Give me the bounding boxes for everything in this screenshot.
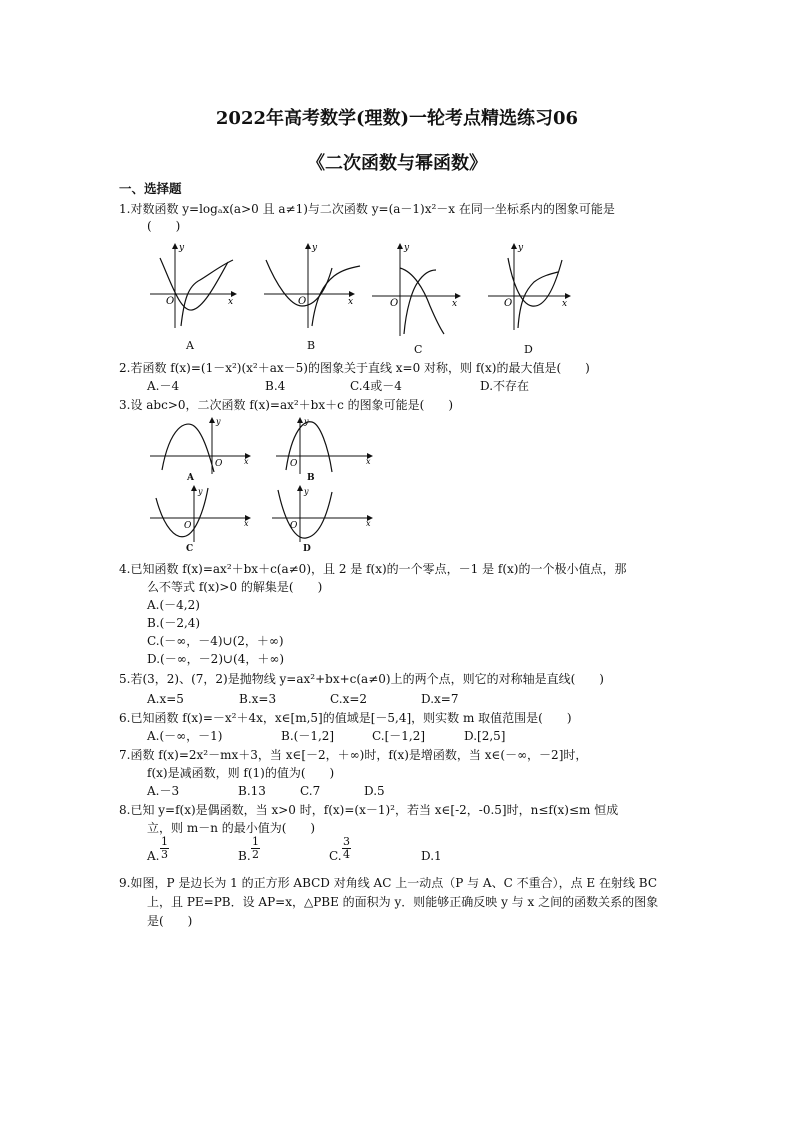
q5-option-b: B.x=3 (239, 692, 277, 706)
q3-graph-c (150, 484, 260, 544)
q6-option-b: B.(－1,2] (281, 729, 335, 743)
q8-stem-line2: 立，则 m－n 的最小值为( ) (147, 821, 316, 835)
q9-stem-line3: 是( ) (147, 914, 193, 928)
q1-graph-c (370, 240, 470, 340)
q1c-origin-label: O (390, 298, 399, 309)
q4-option-a: A.(－4,2) (147, 598, 200, 612)
q6-stem: 6.已知函数 f(x)=－x²＋4x，x∈[m,5]的值域是[－5,4]，则实数 m 取值范围是( ) (119, 711, 572, 725)
q3d-x-label: x (366, 519, 371, 528)
q3c-y-label: y (198, 487, 203, 496)
q8a-numerator: 1 (161, 835, 168, 848)
q7-stem-line2: f(x)是减函数，则 f(1)的值为( ) (147, 766, 335, 780)
q8c-numerator: 3 (343, 835, 350, 848)
q8-option-b-fraction (251, 836, 260, 861)
q8-stem-line1: 8.已知 y=f(x)是偶函数，当 x>0 时，f(x)=(x－1)²，若当 x∈[-2，-0.5]时，n≤f(x)≤m 恒成 (119, 803, 619, 817)
q8-option-a-fraction (160, 836, 169, 861)
q5-option-c: C.x=2 (330, 692, 368, 706)
q3b-origin-label: O (290, 459, 298, 469)
q5-option-d: D.x=7 (421, 692, 459, 706)
q3a-origin-label: O (215, 459, 223, 469)
q8-option-b-prefix: B. (238, 849, 251, 863)
page-subtitle: 《二次函数与幂函数》 (307, 153, 487, 174)
q1c-x-label: x (452, 299, 458, 309)
q8-option-a-prefix: A. (147, 849, 160, 863)
q3d-origin-label: O (290, 521, 298, 531)
section-heading: 一、选择题 (119, 181, 182, 196)
q3b-x-label: x (366, 457, 371, 466)
q3-graph-label-d: D (303, 544, 311, 554)
q7-option-c: C.7 (300, 784, 321, 798)
q8-option-c-fraction (342, 836, 351, 861)
q2-option-c: C.4或－4 (350, 379, 402, 393)
q1b-origin-label: O (298, 296, 307, 307)
q4-option-c: C.(－∞，－4)∪(2，＋∞) (147, 634, 284, 648)
q8-option-d-value: 1 (434, 849, 442, 863)
page-title: 2022年高考数学(理数)一轮考点精选练习06 (215, 108, 579, 129)
q3-stem: 3.设 abc>0，二次函数 f(x)=ax²＋bx＋c 的图象可能是( ) (119, 398, 454, 412)
q3-graph-label-a: A (187, 473, 194, 483)
q3a-x-label: x (244, 457, 249, 466)
q7-option-d: D.5 (364, 784, 385, 798)
q1a-y-label: y (179, 243, 185, 253)
q5-option-a: A.x=5 (147, 692, 184, 706)
q3-graph-b (276, 416, 376, 476)
q1d-x-label: x (562, 299, 568, 309)
q8b-denominator: 2 (252, 848, 259, 861)
q1a-origin-label: O (166, 296, 175, 307)
q1-graph-label-b: B (307, 339, 316, 352)
q3-graph-d (272, 484, 378, 544)
q5-stem: 5.若(3，2)、(7，2)是抛物线 y=ax²+bx+c(a≠0)上的两个点，则它的对称轴是直线( ) (119, 672, 604, 686)
q8a-denominator: 3 (161, 848, 168, 861)
q1-graph-b (262, 240, 362, 332)
q6-option-a: A.(－∞，－1) (147, 729, 223, 743)
q2-option-a: A.－4 (147, 379, 180, 393)
q2-stem: 2.若函数 f(x)=(1－x²)(x²＋ax－5)的图象关于直线 x=0 对称，则 f(x)的最大值是( ) (119, 361, 590, 375)
q1-graph-label-a: A (186, 339, 194, 352)
q3c-origin-label: O (184, 521, 192, 531)
q9-stem-line1: 9.如图，P 是边长为 1 的正方形 ABCD 对角线 AC 上一动点（P 与 A、C 不重合），点 E 在射线 BC (119, 876, 658, 890)
q4-option-b: B.(－2,4) (147, 616, 201, 630)
q1-graph-a (148, 240, 248, 332)
q7-option-b: B.13 (238, 784, 266, 798)
q3c-x-label: x (244, 519, 249, 528)
q1-stem-line1: 1.对数函数 y=logₐx(a>0 且 a≠1)与二次函数 y=(a－1)x²－x 在同一坐标系内的图象可能是 (119, 202, 615, 216)
q8-option-d-prefix: D. (421, 849, 435, 863)
q8-option-c-prefix: C. (329, 849, 342, 863)
q2-option-d: D.不存在 (480, 379, 530, 393)
q4-stem-line2: 么不等式 f(x)>0 的解集是( ) (147, 580, 323, 594)
q1-graph-label-c: C (414, 343, 423, 356)
q1d-origin-label: O (504, 298, 513, 309)
q3b-y-label: y (304, 417, 309, 426)
q7-option-a: A.－3 (147, 784, 180, 798)
q3-graph-a (150, 416, 260, 476)
q4-stem-line1: 4.已知函数 f(x)=ax²＋bx＋c(a≠0)，且 2 是 f(x)的一个零点，－1 是 f(x)的一个极小值点，那 (119, 562, 627, 576)
q6-option-d: D.[2,5] (464, 729, 506, 743)
q8c-denominator: 4 (343, 848, 350, 861)
q7-stem-line1: 7.函数 f(x)=2x²－mx＋3，当 x∈[－2，＋∞)时，f(x)是增函数，当 x∈(－∞，－2]时， (119, 748, 588, 762)
q1d-y-label: y (518, 243, 524, 253)
q1-graph-label-d: D (524, 343, 533, 356)
q9-stem-line2: 上，且 PE=PB．设 AP=x，△PBE 的面积为 y．则能够正确反映 y 与 x 之间的函数关系的图象 (147, 895, 659, 909)
q3d-y-label: y (304, 487, 309, 496)
q3-graph-label-b: B (307, 473, 315, 483)
q1b-y-label: y (312, 243, 318, 253)
q8b-numerator: 1 (252, 835, 259, 848)
q1-stem-line2: ( ) (147, 219, 181, 233)
q1-graph-d (486, 240, 586, 332)
q2-option-b: B.4 (265, 379, 286, 393)
q1a-x-label: x (228, 297, 234, 307)
q6-option-c: C.[－1,2] (372, 729, 426, 743)
q1b-x-label: x (348, 297, 354, 307)
q4-option-d: D.(－∞，－2)∪(4，＋∞) (147, 652, 285, 666)
q1c-y-label: y (404, 243, 410, 253)
q3-graph-label-c: C (186, 544, 194, 554)
q3a-y-label: y (216, 417, 221, 426)
